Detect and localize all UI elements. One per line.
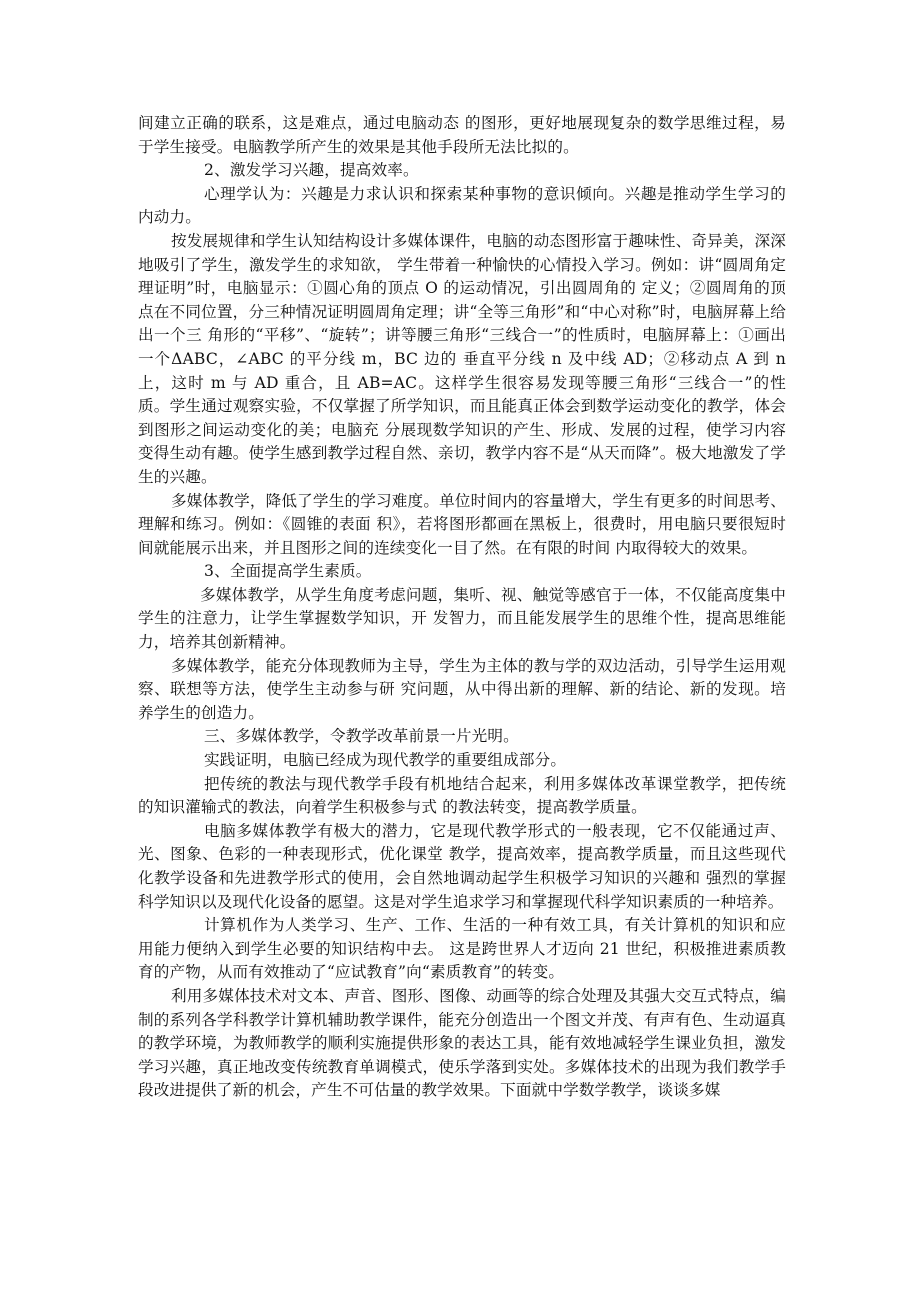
paragraph-continuation: 间建立正确的联系，这是难点，通过电脑动态 的图形，更好地展现复杂的数学思维过程，易于学生接受。电脑教学所产生的效果是其他手段所无法比拟的。 <box>138 114 786 156</box>
paragraph-senses: 多媒体教学，从学生角度考虑问题，集听、视、触觉等感官于一体，不仅能高度集中学生的注意力，让学生掌握数学知识，开 发智力，而且能发展学生的思维个性，提高思维能力，培养其创新精神。 <box>138 585 786 652</box>
subheading-quality: 3、全面提高学生素质。 <box>204 562 372 581</box>
subheading-interest: 2、激发学习兴趣，提高效率。 <box>204 161 419 180</box>
paragraph-combine-methods: 把传统的教法与现代教学手段有机地结合起来，利用多媒体改革课堂教学，把传统的知识灌输式的教法，向着学生积极参与式 的教法转变，提高教学质量。 <box>138 774 786 817</box>
document-body <box>138 112 786 1103</box>
paragraph-teacher-led: 多媒体教学，能充分体现教师为主导，学生为主体的教与学的双边活动，引导学生运用观察、联想等方法，使学生主动参与研 究问题，从中得出新的理解、新的结论、新的发现。培养学生的创造力。 <box>138 656 786 722</box>
paragraph-psychology: 心理学认为：兴趣是力求认识和探索某种事物的意识倾向。兴趣是推动学生学习的内动力。 <box>138 184 786 227</box>
paragraph-courseware-design: 按发展规律和学生认知结构设计多媒体课件，电脑的动态图形富于趣味性、奇异美，深深地吸引了学生，激发学生的求知欲， 学生带着一种愉快的心情投入学习。例如：讲“圆周角定理证明”时，电脑显示：①圆心角的顶点 O 的运动情况，引出圆周角的 定义；②圆周角的顶点在不同位置，分三种情况证明圆周角定理；讲“全等三角形”和“中心对称”时，电脑屏幕上给出一个三 角形的“平移”、“旋转”；讲等腰三角形“三线合一”的性质时，电脑屏幕上：①画出一个ΔABC，∠ABC 的平分线 m，BC 边的 垂直平分线 n 及中线 AD；②移动点 A 到 n 上，这时 m 与 AD 重合，且 AB=AC。这样学生很容易发现等腰三角形“三线合一”的性 质。学生通过观察实验，不仅掌握了所学知识，而且能真正体会到数学运动变化的教学，体会到图形之间运动变化的美；电脑充 分展现数学知识的产生、形成、发展的过程，使学习内容变得生动有趣。使学生感到教学过程自然、亲切，教学内容不是“从天而降”。极大地激发了学生的兴趣。 <box>138 231 786 486</box>
paragraph-potential: 电脑多媒体教学有极大的潜力，它是现代教学形式的一般表现，它不仅能通过声、光、图象、色彩的一种表现形式，优化课堂 教学，提高效率，提高教学质量，而且这些现代化教学设备和先进教学形式的使用，会自然地调动起学生积极学习知识的兴趣和 强烈的掌握科学知识以及现代化设备的愿望。这是对学生追求学习和掌握现代科学知识素质的一种培养。 <box>138 821 786 911</box>
paragraph-computer-tool: 计算机作为人类学习、生产、工作、生活的一种有效工具，有关计算机的知识和应用能力便纳入到学生必要的知识结构中去。 这是跨世界人才迈向 21 世纪，积极推进素质教育的产物，从而有效推动了“应试教育”向“素质教育”的转变。 <box>138 916 786 982</box>
section-heading-three: 三、多媒体教学，令教学改革前景一片光明。 <box>204 727 519 746</box>
paragraph-multimedia-tech: 利用多媒体技术对文本、声音、图形、图像、动画等的综合处理及其强大交互式特点，编制的系列各学科教学计算机辅助教学课件，能充分创造出一个图文并茂、有声有色、生动逼真的教学环境，为教师教学的顺利实施提供形象的表达工具，能有效地减轻学生课业负担，激发学习兴趣，真正地改变传统教育单调模式，使乐学落到实处。多媒体技术的出现为我们教学手段改进提供了新的机会，产生不可估量的教学效果。下面就中学数学教学，谈谈多媒 <box>138 986 786 1100</box>
paragraph-practice: 实践证明，电脑已经成为现代教学的重要组成部分。 <box>204 751 567 770</box>
paragraph-lower-difficulty: 多媒体教学，降低了学生的学习难度。单位时间内的容量增大，学生有更多的时间思考、理解和练习。例如：《圆锥的表面 积》，若将图形都画在黑板上，很费时，用电脑只要很短时间就能展示出来，并且图形之间的连续变化一目了然。在有限的时间 内取得较大的效果。 <box>138 491 786 557</box>
